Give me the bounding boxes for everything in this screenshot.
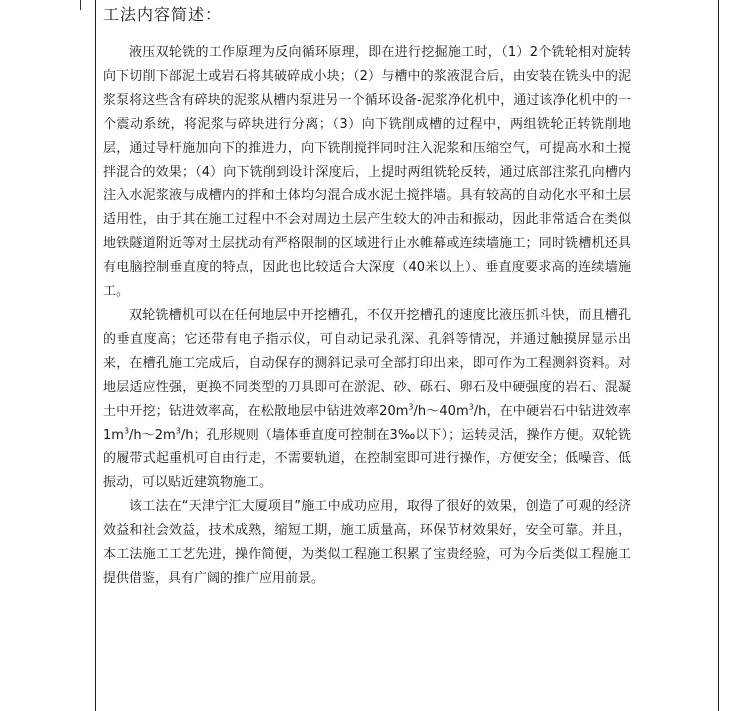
paragraph-working-principle: 液压双轮铣的工作原理为反向循环原理，即在进行挖掘施工时，（1）2个铣轮相对旋转向下切削下部泥土或岩石将其破碎成小块；（2）与槽中的浆液混合后，由安装在铣头中的泥浆泵将这些含有碎块的泥浆从槽内泵进另一个循环设备-泥浆净化机中，通过该净化机中的一个震动系统，将泥浆与碎块进行分离；（3）向下铣削成槽的过程中，两组铣轮正转铣削地层，通过导杆施加向下的推进力，向下铣削搅拌同时注入泥浆和压缩空气，可提高水和土搅拌混合的效果；（4）向下铣削到设计深度后，上提时两组铣轮反转，通过底部注浆孔向槽内注入水泥浆液与成槽内的拌和土体均匀混合成水泥土搅拌墙。具有较高的自动化水平和土层适用性，由于其在施工过程中不会对周边土层产生较大的冲击和振动，因此非常适合在类似地铁隧道附近等对土层扰动有严格限制的区域进行止水帷幕或连续墙施工；同时铣槽机还具有电脑控制垂直度的特点，因此也比较适合大深度（40米以上）、垂直度要求高的连续墙施工。	[103, 45, 631, 300]
paragraph-text-segment: 双轮铣槽机可以在任何地层中开挖槽孔，不仅开挖槽孔的速度比液压抓斗快，而且槽孔的垂直度高；它还带有电子指示仪，可自动记录孔深、孔斜等情况，并通过触摸屏显示出来，在槽孔施工完成后，自动保存的测斜记录可全部打印出来，即可作为工程测斜资料。对地层适应性强，更换不同类型的刀具即可在淤泥、砂、砾石、卵石及中硬强度的岩石、混凝土中开挖；钻进效率高，在松散地层中钻进效率20m	[103, 307, 631, 419]
table-top-tick	[80, 0, 81, 10]
superscript-cubic: 3	[468, 402, 474, 412]
superscript-cubic: 3	[408, 402, 414, 412]
section-title: 工法内容简述：	[103, 5, 223, 24]
paragraph-application: 该工法在“天津宁汇大厦项目”施工中成功应用，取得了很好的效果，创造了可观的经济效益和社会效益，技术成熟，缩短工期，施工质量高，环保节材效果好，安全可靠。并且，本工法施工工艺先进，操作简便，为类似工程施工积累了宝贵经验，可为今后类似工程施工提供借鉴，具有广阔的推广应用前景。	[103, 499, 631, 586]
paragraph-machine-advantages	[103, 304, 631, 495]
paragraph-text-segment: /h～40m	[413, 403, 469, 419]
paragraph-text-segment: /h；孔形规则（墙体垂直度可控制在3‰以下）；运转灵活，操作方便。双轮铣的履带式起重机可自由行走，不需要轨道，在控制室即可进行操作，方便安全；低噪音、低振动，可以贴近建筑物施工。	[103, 427, 631, 491]
paragraph-text-segment: /h，在中硬岩石中钻进效率1m	[103, 403, 632, 443]
section-body	[103, 41, 631, 591]
paragraph-text-segment: /h～2m	[129, 427, 176, 443]
superscript-cubic: 3	[123, 426, 130, 436]
superscript-cubic: 3	[175, 426, 181, 436]
